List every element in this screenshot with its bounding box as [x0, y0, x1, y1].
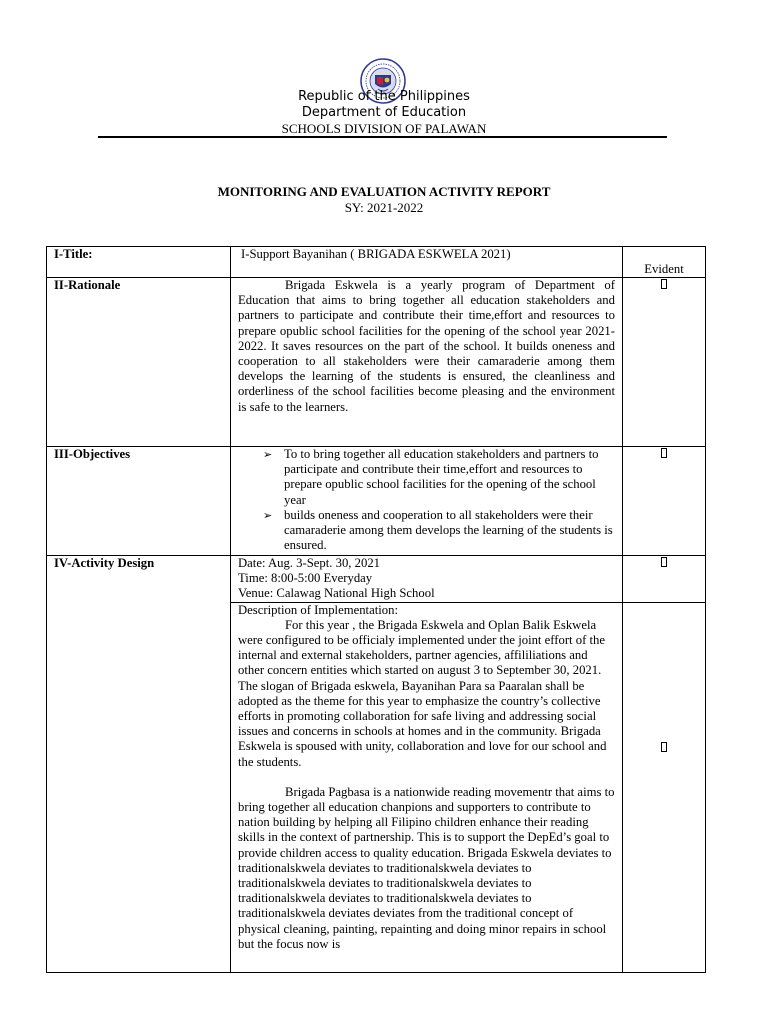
header-country: Republic of the Philippines	[298, 89, 470, 104]
activity-date: Date: Aug. 3-Sept. 30, 2021	[238, 556, 381, 570]
arrow-bullet-icon: ➢	[263, 508, 273, 522]
objectives-list-cell	[231, 447, 623, 556]
objective-item: ➢ builds oneness and cooperation to all stakeholders were their camaraderie among them develops the learning of the students is ensured.	[263, 507, 613, 553]
row-objectives	[47, 447, 706, 556]
rationale-text: Brigada Eskwela is a yearly program of Department of Education that aims to bring together all education stakeholders and partners to participate and contribute their time,effort and resources to prepare opublic school facilities for the opening of the school year 2021-2022. It saves resources on the part of the school. It builds oneness and cooperation to all stakeholders were their camaraderie among them develops the learning of the students is ensured, the cleanliness and orderliness of the school facilities become pleasing and the environment is safe to the learners.	[231, 278, 623, 447]
activity-design-label: IV-Activity Design	[47, 556, 231, 973]
activity-time: Time: 8:00-5:00 Everyday	[238, 571, 373, 586]
report-title: MONITORING AND EVALUATION ACTIVITY REPORT	[217, 184, 551, 199]
evident-header: Evident	[623, 247, 706, 278]
description-cell	[231, 602, 623, 972]
row-activity-schedule	[47, 556, 706, 603]
objectives-list	[238, 447, 615, 553]
header-department: Department of Education	[301, 105, 467, 120]
evidence-glyph-icon	[661, 557, 667, 567]
activity-schedule-cell	[231, 556, 623, 603]
rationale-label: II-Rationale	[47, 278, 231, 447]
objectives-evident	[623, 447, 706, 556]
description-evident	[623, 602, 706, 972]
evidence-glyph-icon	[661, 448, 667, 458]
rationale-evident	[623, 278, 706, 447]
header-division: SCHOOLS DIVISION OF PALAWAN	[281, 121, 487, 136]
title-label: I-Title:	[47, 247, 231, 278]
title-value: I-Support Bayanihan ( BRIGADA ESKWELA 2021)	[231, 247, 623, 278]
schedule-evident	[623, 556, 706, 603]
report-school-year: SY: 2021-2022	[344, 200, 424, 215]
activity-venue: Venue: Calawag National High School	[238, 586, 435, 601]
report-table	[46, 246, 706, 973]
evidence-glyph-icon	[661, 279, 667, 289]
evidence-glyph-icon	[661, 742, 667, 752]
arrow-bullet-icon: ➢	[263, 448, 273, 461]
description-paragraph-1: For this year , the Brigada Eskwela and Oplan Balik Eskwela were configured to be officialy implemented under the joint effort of the internal and external stakeholders, partner agencies, affililiations and other concern entities which started on august 3 to September 30, 2021. The slogan of Brigada eskwela, Bayanihan Para sa Paaralan shall be adopted as the theme for this year to emphasize the country’s collective efforts in promoting collaboration for safe living and addressing social issues and concerns in schools at homes and in the community. Brigada Eskwela is spoused with unity, collaboration and love for our school and the students.	[238, 617, 607, 769]
objectives-label: III-Objectives	[47, 447, 231, 556]
row-rationale	[47, 278, 706, 447]
row-title	[47, 247, 706, 278]
description-paragraph-2: Brigada Pagbasa is a nationwide reading movementr that aims to bring together all education chanpions and supporters to contribute to nation building by helping all Filipino children enhance their reading skills in the context of partnership. This is to support the DepEd’s goal to provide children access to quality education. Brigada Eskwela deviates to traditionalskwela deviates to traditionalskwela deviates to traditionalskwela deviates to traditionalskwela deviates to traditionalskwela deviates to traditionalskwela deviates to traditionalskwela deviates deviates from the traditional concept of physical cleaning, painting, repainting and doing minor repairs in school but the focus now is	[238, 784, 615, 951]
description-heading: Description of Implementation:	[238, 602, 398, 617]
header-divider	[98, 136, 667, 138]
objective-item: ➢ To to bring together all education stakeholders and partners to participate and contribute their time,effort and resources to prepare opublic school facilities for the opening of the school year	[263, 447, 599, 507]
